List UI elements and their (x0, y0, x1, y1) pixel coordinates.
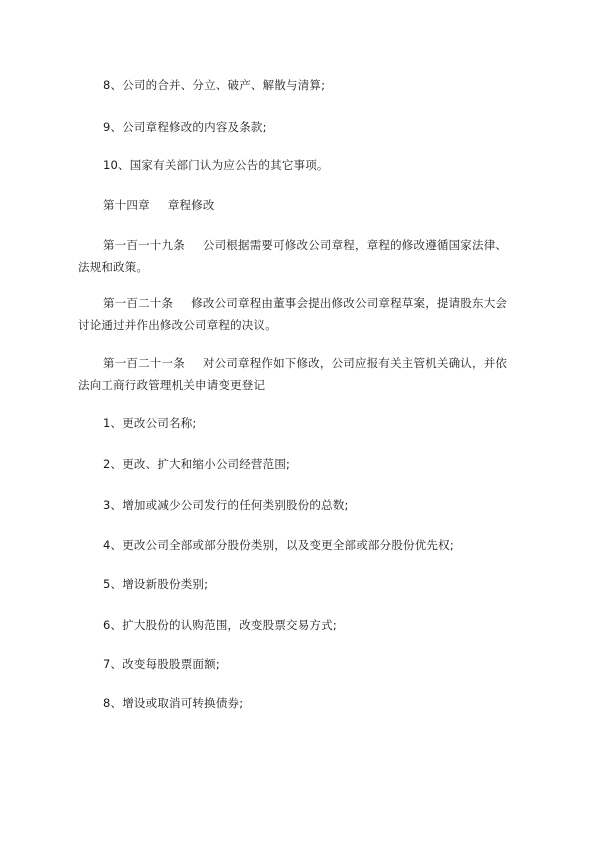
list-item (103, 653, 515, 675)
article-number: 第一百一十九条 (103, 238, 185, 252)
chapter-title: 章程修改 (167, 198, 215, 212)
article-paragraph (78, 352, 518, 396)
paragraph-text: 6、扩大股份的认购范围，改变股票交易方式; (103, 618, 337, 632)
article-paragraph (78, 234, 518, 278)
paragraph-text: 7、改变每股股票面额; (103, 657, 220, 671)
list-item (103, 116, 515, 138)
paragraph-text: 2、更改、扩大和缩小公司经营范围; (103, 457, 291, 471)
list-item (103, 74, 515, 96)
list-item (103, 494, 515, 516)
list-item (103, 614, 515, 636)
article-paragraph (78, 292, 518, 336)
list-item (103, 692, 515, 714)
article-text: 对公司章程作如下修改，公司应报有关主管机关确认，并依法向工商行政管理机关申请变更登记 (78, 356, 508, 392)
paragraph-text: 8、增设或取消可转换债券; (103, 696, 244, 710)
paragraph-text: 8、公司的合并、分立、破产、解散与清算; (103, 78, 326, 92)
article-number: 第一百二十一条 (103, 356, 185, 370)
paragraph-text: 9、公司章程修改的内容及条款; (103, 120, 267, 134)
paragraph-text: 3、增加或减少公司发行的任何类别股份的总数; (103, 498, 349, 512)
paragraph-text: 1、更改公司名称; (103, 416, 197, 430)
paragraph-text: 10、国家有关部门认为应公告的其它事项。 (103, 158, 329, 172)
article-text: 修改公司章程由董事会提出修改公司章程草案，提请股东大会讨论通过并作出修改公司章程的决议。 (78, 296, 508, 332)
chapter-heading (103, 194, 515, 216)
list-item (103, 453, 515, 475)
list-item (103, 412, 515, 434)
article-number: 第一百二十条 (103, 296, 174, 310)
paragraph-text: 5、增设新股份类别; (103, 577, 209, 591)
list-item (103, 573, 515, 595)
list-item (103, 534, 515, 556)
paragraph-text: 4、更改公司全部或部分股份类别，以及变更全部或部分股份优先权; (103, 538, 454, 552)
list-item (103, 154, 515, 176)
chapter-number: 第十四章 (103, 198, 150, 212)
article-text: 公司根据需要可修改公司章程，章程的修改遵循国家法律、法规和政策。 (78, 238, 508, 274)
